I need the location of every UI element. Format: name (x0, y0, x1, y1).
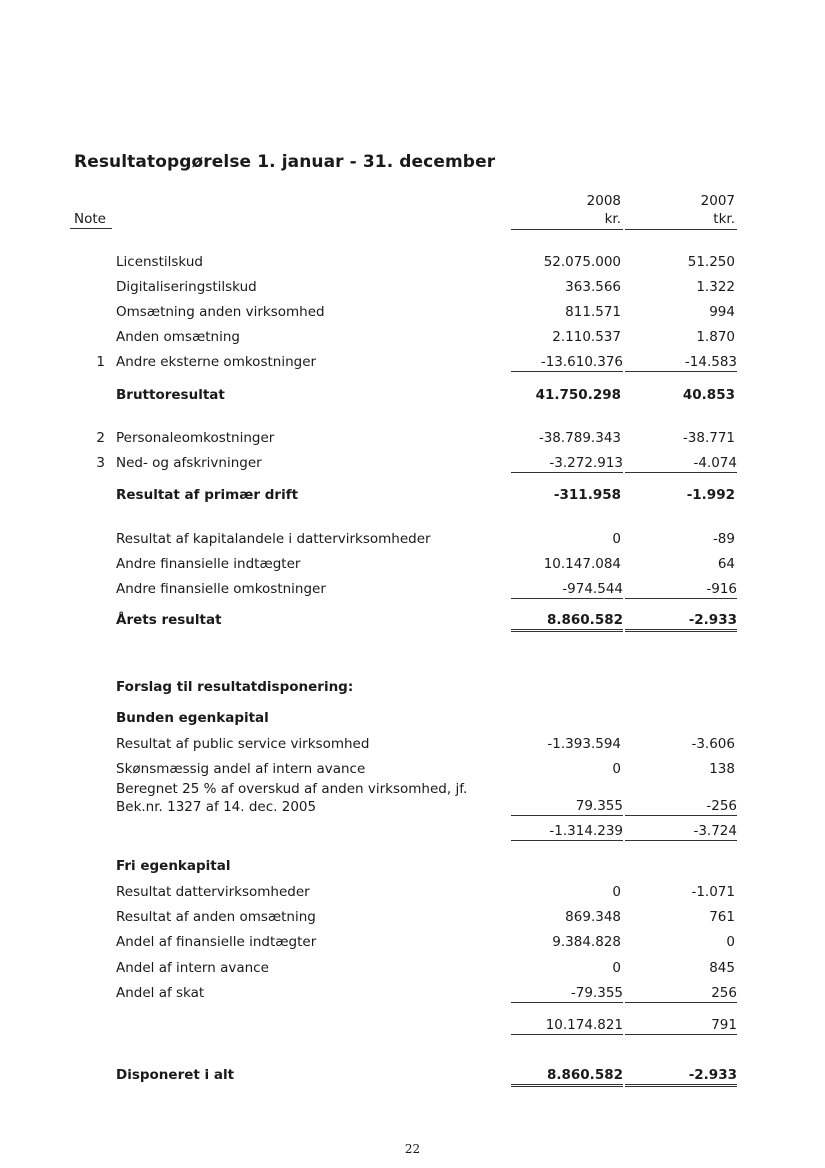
subtotal-row (0, 1017, 825, 1037)
row-label: Skønsmæssig andel af intern avance (116, 761, 366, 777)
value-2008: -974.544 (511, 581, 623, 599)
free-total-2007: 791 (625, 1017, 737, 1035)
row-label: Andel af intern avance (116, 960, 269, 976)
value-2007: -14.583 (625, 354, 737, 372)
note-number: 3 (96, 455, 105, 471)
value-2008: -38.789.343 (538, 430, 621, 446)
value-2007: -3.606 (691, 736, 735, 752)
bound-total-2007: -3.724 (625, 823, 737, 841)
value-2008: 10.147.084 (543, 556, 621, 572)
value-2007: 1.870 (696, 329, 735, 345)
value-2008: 811.571 (565, 304, 621, 320)
row-label: Andre eksterne omkostninger (116, 354, 317, 370)
value-2008: -3.272.913 (511, 455, 623, 473)
value-2007: 994 (709, 304, 735, 320)
table-row (0, 761, 825, 781)
value-2007: 1.322 (696, 279, 735, 295)
value-2007: 845 (709, 960, 735, 976)
value-2008: -1.393.594 (547, 736, 621, 752)
table-row (0, 780, 825, 820)
page-number: 22 (404, 1142, 421, 1156)
value-2007: 138 (709, 761, 735, 777)
table-row (0, 884, 825, 904)
value-2008: 79.355 (511, 798, 623, 816)
table-row (0, 329, 825, 349)
table-row (0, 960, 825, 980)
value-2008: 41.750.298 (535, 387, 621, 403)
row-label: Omsætning anden virksomhed (116, 304, 325, 320)
row-label: Bruttoresultat (116, 387, 225, 403)
value-2008: 0 (612, 884, 621, 900)
row-label: Resultat af anden omsætning (116, 909, 316, 925)
free-total-2008: 10.174.821 (511, 1017, 623, 1035)
row-label: Disponeret i alt (116, 1067, 235, 1083)
row-label: Ned- og afskrivninger (116, 455, 262, 471)
value-2007: -38.771 (682, 430, 735, 446)
row-label: Anden omsætning (116, 329, 240, 345)
grand-total-row (0, 1067, 825, 1087)
value-2007: -916 (625, 581, 737, 599)
unit-kr-header: kr. (604, 211, 621, 227)
value-2008: -13.610.376 (511, 354, 623, 372)
row-label: Licenstilskud (116, 254, 203, 270)
table-row (0, 736, 825, 756)
row-label: Årets resultat (116, 612, 222, 628)
year-2007-header: 2007 (700, 193, 735, 209)
value-2007: 51.250 (687, 254, 735, 270)
table-row (0, 581, 825, 601)
table-row (0, 934, 825, 954)
row-label: Resultat dattervirksomheder (116, 884, 310, 900)
value-2008: 363.566 (565, 279, 621, 295)
value-2007: 64 (717, 556, 735, 572)
note-number: 2 (96, 430, 105, 446)
value-2008: 8.860.582 (511, 612, 623, 632)
value-2007: -1.071 (691, 884, 735, 900)
value-2007: -2.933 (625, 612, 737, 632)
subtotal-row (0, 823, 825, 843)
value-2008: 0 (612, 960, 621, 976)
table-row (0, 304, 825, 324)
subtotal-row (0, 387, 825, 407)
row-label: Digitaliseringstilskud (116, 279, 257, 295)
value-2008: 9.384.828 (552, 934, 621, 950)
disposition-heading: Forslag til resultatdisponering: (116, 679, 354, 695)
row-label: Andre finansielle omkostninger (116, 581, 326, 597)
value-2008: 52.075.000 (543, 254, 621, 270)
bound-equity-heading: Bunden egenkapital (116, 710, 269, 726)
value-2008: 2.110.537 (552, 329, 621, 345)
value-2008: -79.355 (511, 985, 623, 1003)
value-2008: 0 (612, 761, 621, 777)
table-row (0, 279, 825, 299)
unit-tkr-header: tkr. (713, 211, 735, 227)
value-2008: 869.348 (565, 909, 621, 925)
row-label: Personaleomkostninger (116, 430, 275, 446)
row-label: Andre finansielle indtægter (116, 556, 301, 572)
row-label: Resultat af primær drift (116, 487, 299, 503)
bound-total-2008: -1.314.239 (511, 823, 623, 841)
row-label: Andel af finansielle indtægter (116, 934, 317, 950)
value-2007: -1.992 (686, 487, 735, 503)
page-title: Resultatopgørelse 1. januar - 31. december (74, 152, 496, 172)
table-row (0, 354, 825, 374)
note-column-header: Note (74, 211, 106, 227)
value-2007: -4.074 (625, 455, 737, 473)
table-row (0, 455, 825, 475)
free-equity-heading: Fri egenkapital (116, 858, 231, 874)
table-row (0, 430, 825, 450)
year-2008-header: 2008 (586, 193, 621, 209)
value-2007: 40.853 (682, 387, 735, 403)
value-2007: 0 (726, 934, 735, 950)
grand-total-2008: 8.860.582 (511, 1067, 623, 1087)
table-row (0, 556, 825, 576)
table-row (0, 531, 825, 551)
row-label: Beregnet 25 % af overskud af anden virksomhed, jf. Bek.nr. 1327 af 14. dec. 2005 (116, 781, 468, 815)
table-row (0, 254, 825, 274)
net-result-row (0, 612, 825, 632)
value-2008: -311.958 (553, 487, 621, 503)
value-2007: -89 (712, 531, 735, 547)
value-2007: 256 (625, 985, 737, 1003)
grand-total-2007: -2.933 (625, 1067, 737, 1087)
value-2007: 761 (709, 909, 735, 925)
value-2008: 0 (612, 531, 621, 547)
note-number: 1 (96, 354, 105, 370)
table-row (0, 985, 825, 1005)
table-row (0, 909, 825, 929)
row-label: Resultat af public service virksomhed (116, 736, 370, 752)
row-label: Andel af skat (116, 985, 205, 1001)
value-2007: -256 (625, 798, 737, 816)
subtotal-row (0, 487, 825, 507)
row-label: Resultat af kapitalandele i dattervirksomheder (116, 531, 431, 547)
